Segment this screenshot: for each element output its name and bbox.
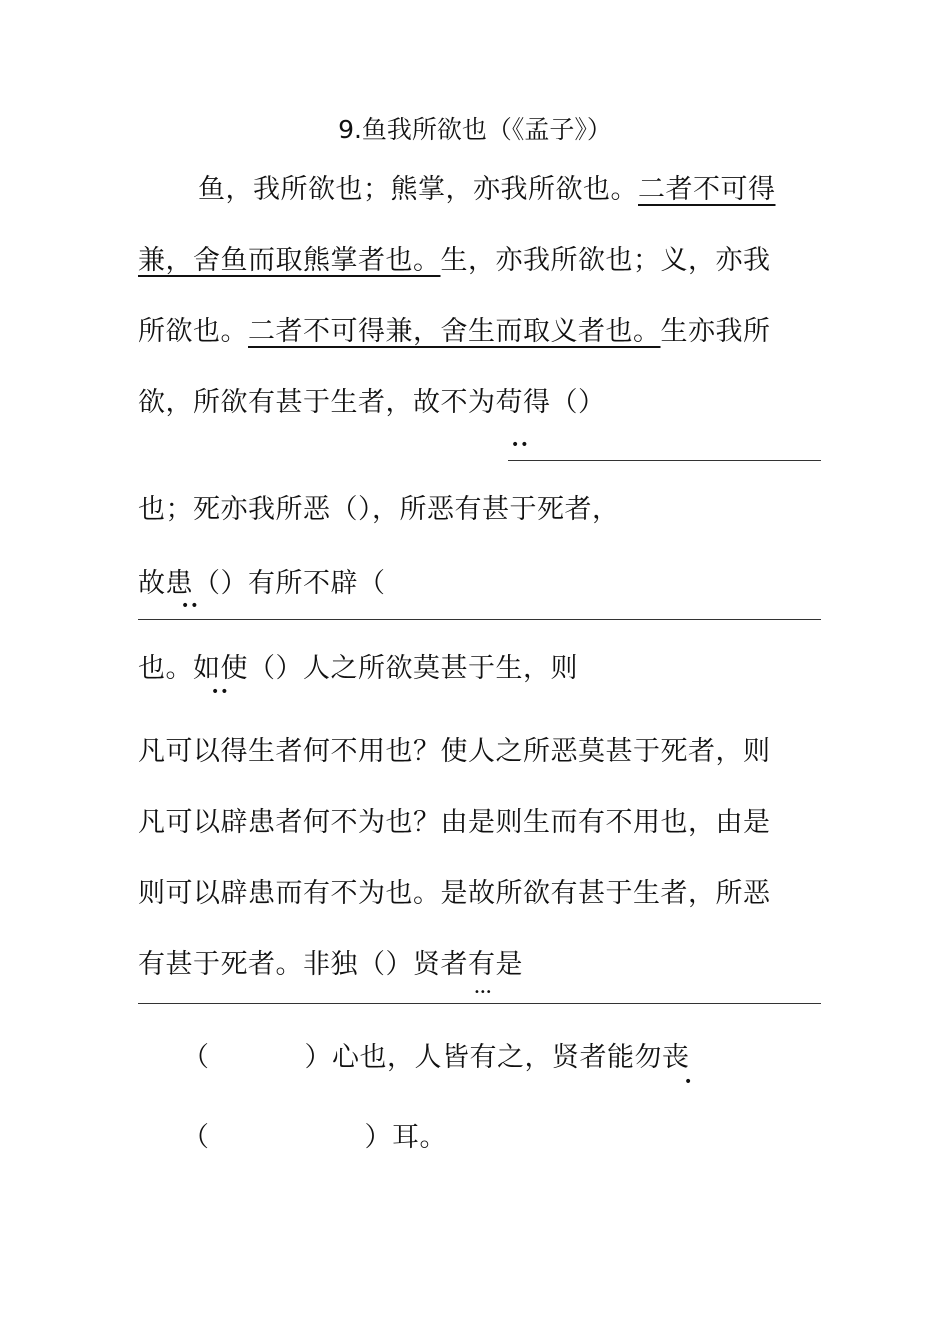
emphasis-dots: •• [181, 598, 200, 614]
text-line-10: 则可以辟患而有不为也。是故所欲有甚于生者，所恶 [138, 878, 771, 909]
text-line-13 [182, 1120, 447, 1156]
underlined-segment: 二者不可得兼，舍生而取义者也。 [248, 316, 661, 347]
text-line-3 [138, 314, 771, 350]
text-line-5: 也；死亦我所恶（），所恶有甚于死者， [138, 494, 620, 525]
emphasis-dots: •• [511, 437, 530, 453]
answer-rule [138, 619, 821, 620]
text-line-1 [198, 172, 776, 208]
text-segment: ）心也，人皆有之，贤者能勿丧 [304, 1042, 690, 1073]
text-segment: 生亦我所 [660, 316, 771, 347]
text-line-8: 凡可以得生者何不用也？使人之所恶莫甚于死者，则 [138, 736, 771, 767]
text-line-12 [182, 1040, 690, 1076]
text-line-11: 有甚于死者。非独（）贤者有是 [138, 949, 523, 980]
text-segment: 生，亦我所欲也；义，亦我 [440, 245, 771, 276]
answer-rule [508, 460, 821, 461]
emphasis-dots: ••• [474, 987, 492, 998]
text-line-9: 凡可以辟患者何不为也？由是则生而有不用也，由是 [138, 807, 771, 838]
text-line-4: 欲，所欲有甚于生者，故不为苟得（） [138, 387, 606, 418]
emphasis-dot: • [684, 1074, 694, 1090]
text-segment: 鱼，我所欲也；熊掌，亦我所欲也。 [198, 174, 638, 205]
page-title: 9.鱼我所欲也（《孟子》） [338, 115, 612, 144]
text-line-2 [138, 243, 771, 279]
emphasis-dots: •• [211, 684, 230, 700]
underlined-segment: 兼，舍鱼而取熊掌者也。 [138, 245, 441, 276]
text-segment: ）耳。 [364, 1122, 447, 1153]
text-segment: 所欲也。 [138, 316, 248, 347]
text-line-6: 故患（）有所不辟（ [138, 568, 386, 599]
underlined-segment: 二者不可得 [638, 174, 776, 205]
open-paren: （ [182, 1042, 210, 1073]
open-paren: （ [182, 1122, 210, 1153]
text-line-7: 也。如使（）人之所欲莫甚于生，则 [138, 653, 578, 684]
answer-rule [138, 1003, 821, 1004]
